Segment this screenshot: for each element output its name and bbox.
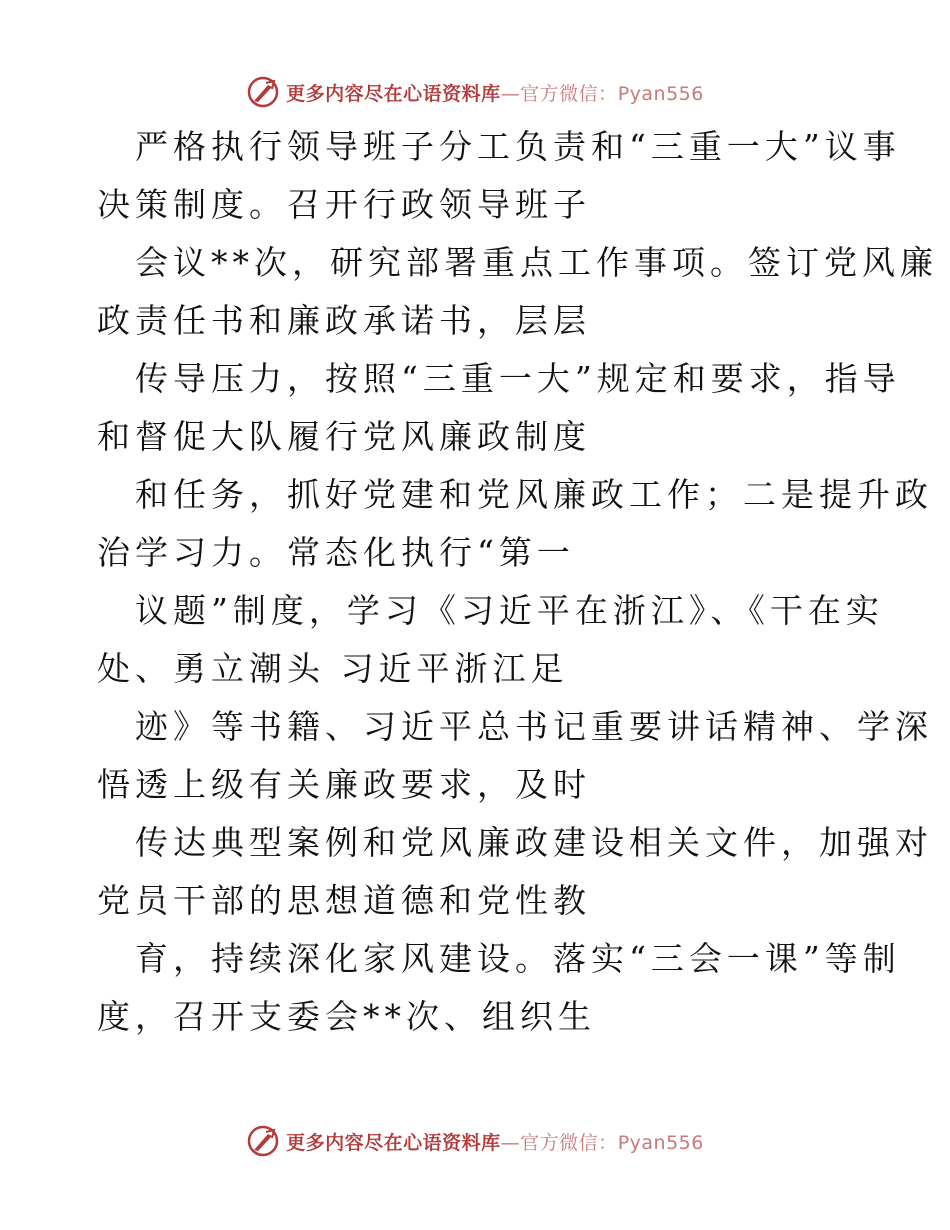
paragraph-line: 治学习力。常态化执行“第一 [97, 533, 575, 572]
paragraph-line: 和任务，抓好党建和党风廉政工作；二是提升政 [135, 475, 933, 514]
paragraph-line: 会议**次，研究部署重点工作事项。签订党风廉 [135, 243, 938, 282]
paragraph-line: 处、勇立潮头 习近平浙江足 [97, 649, 569, 688]
paragraph [97, 118, 901, 234]
footer-watermark [0, 1121, 950, 1161]
paragraph-line: 度，召开支委会**次、组织生 [97, 997, 596, 1036]
paragraph [97, 698, 933, 814]
watermark-text: 更多内容尽在心语资料库—官方微信：Pyan556 [286, 82, 704, 105]
paragraph [97, 350, 901, 466]
paragraph-line: 议题”制度，学习《习近平在浙江》、《干在实 [135, 591, 884, 630]
paragraph-line: 传导压力，按照“三重一大”规定和要求，指导 [135, 359, 901, 398]
paragraph-line: 悟透上级有关廉政要求，及时 [97, 765, 591, 804]
paragraph [97, 582, 884, 698]
paragraph-line: 政责任书和廉政承诺书，层层 [97, 301, 591, 340]
paragraph-line: 严格执行领导班子分工负责和“三重一大”议事 [135, 127, 901, 166]
paragraph [97, 466, 933, 582]
paragraph-line: 和督促大队履行党风廉政制度 [97, 417, 591, 456]
watermark-text: 更多内容尽在心语资料库—官方微信：Pyan556 [286, 1131, 704, 1154]
quill-seal-icon [246, 1124, 280, 1158]
header-watermark [0, 72, 950, 112]
paragraph [97, 930, 901, 1046]
paragraph [97, 234, 938, 350]
document-body [97, 118, 938, 1046]
paragraph-line: 决策制度。召开行政领导班子 [97, 185, 591, 224]
paragraph-line: 党员干部的思想道德和党性教 [97, 881, 591, 920]
paragraph-line: 传达典型案例和党风廉政建设相关文件，加强对 [135, 823, 933, 862]
paragraph [97, 814, 933, 930]
paragraph-line: 迹》等书籍、习近平总书记重要讲话精神、学深 [135, 707, 933, 746]
paragraph-line: 育，持续深化家风建设。落实“三会一课”等制 [135, 939, 901, 978]
quill-seal-icon [246, 75, 280, 109]
